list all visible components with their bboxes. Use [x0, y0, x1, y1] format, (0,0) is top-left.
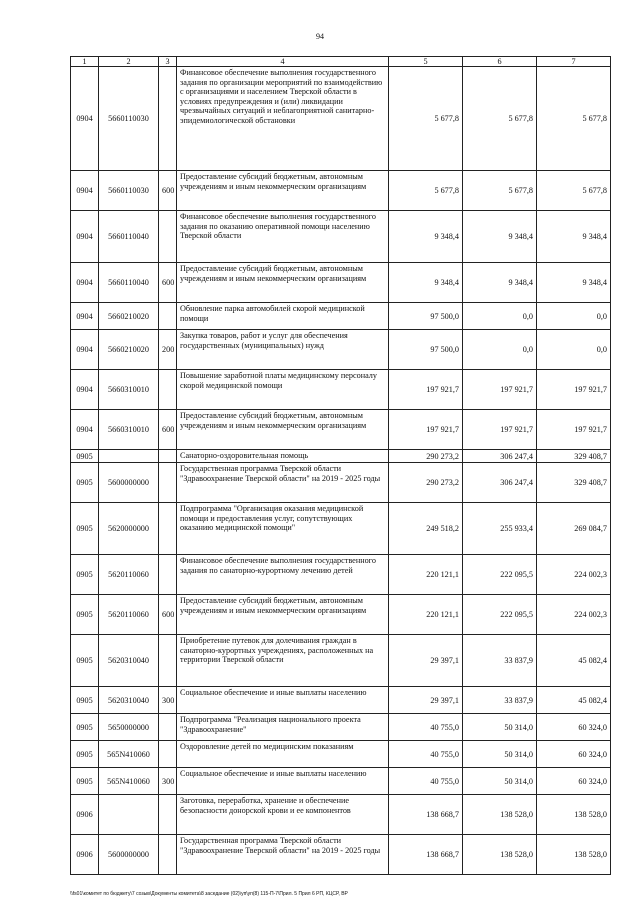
- description-cell: Закупка товаров, работ и услуг для обеспечения государственных (муниципальных) нужд: [177, 330, 389, 370]
- section-code-cell: 0905: [71, 687, 99, 714]
- amount-col7-cell: 138 528,0: [537, 795, 611, 835]
- section-code-cell: 0905: [71, 555, 99, 595]
- amount-col6-cell: 50 314,0: [463, 714, 537, 741]
- target-article-cell: 5620000000: [99, 503, 159, 555]
- amount-col6-cell: 5 677,8: [463, 171, 537, 211]
- section-code-cell: 0905: [71, 768, 99, 795]
- description-cell: Предоставление субсидий бюджетным, автономным учреждениям и иным некоммерческим организациям: [177, 595, 389, 635]
- amount-col7-cell: 9 348,4: [537, 263, 611, 303]
- section-code-cell: 0904: [71, 410, 99, 450]
- section-code-cell: 0905: [71, 635, 99, 687]
- expense-type-cell: [159, 370, 177, 410]
- expense-type-cell: 600: [159, 171, 177, 211]
- table-row: [71, 714, 611, 741]
- amount-col5-cell: 290 273,2: [389, 450, 463, 463]
- target-article-cell: 5660110040: [99, 211, 159, 263]
- table-row: [71, 835, 611, 875]
- amount-col5-cell: 9 348,4: [389, 211, 463, 263]
- table-row: [71, 635, 611, 687]
- amount-col7-cell: 138 528,0: [537, 835, 611, 875]
- amount-col5-cell: 5 677,8: [389, 171, 463, 211]
- section-code-cell: 0905: [71, 463, 99, 503]
- expense-type-cell: [159, 303, 177, 330]
- target-article-cell: 565N410060: [99, 768, 159, 795]
- amount-col7-cell: 60 324,0: [537, 741, 611, 768]
- target-article-cell: 5660110030: [99, 67, 159, 171]
- amount-col6-cell: 0,0: [463, 303, 537, 330]
- section-code-cell: 0905: [71, 503, 99, 555]
- amount-col7-cell: 5 677,8: [537, 67, 611, 171]
- table-row: [71, 555, 611, 595]
- target-article-cell: 5620310040: [99, 635, 159, 687]
- expense-type-cell: [159, 835, 177, 875]
- amount-col5-cell: 249 518,2: [389, 503, 463, 555]
- section-code-cell: 0905: [71, 741, 99, 768]
- target-article-cell: 5660310010: [99, 370, 159, 410]
- amount-col6-cell: 197 921,7: [463, 410, 537, 450]
- expense-type-cell: 200: [159, 330, 177, 370]
- description-cell: Предоставление субсидий бюджетным, автономным учреждениям и иным некоммерческим организациям: [177, 263, 389, 303]
- amount-col5-cell: 40 755,0: [389, 768, 463, 795]
- expense-type-cell: [159, 741, 177, 768]
- section-code-cell: 0904: [71, 67, 99, 171]
- target-article-cell: 5660310010: [99, 410, 159, 450]
- section-code-cell: 0904: [71, 330, 99, 370]
- amount-col6-cell: 50 314,0: [463, 768, 537, 795]
- section-code-cell: 0906: [71, 795, 99, 835]
- table-row: [71, 211, 611, 263]
- amount-col5-cell: 29 397,1: [389, 635, 463, 687]
- description-cell: Санаторно-оздоровительная помощь: [177, 450, 389, 463]
- amount-col6-cell: 138 528,0: [463, 835, 537, 875]
- target-article-cell: 5660110040: [99, 263, 159, 303]
- amount-col5-cell: 40 755,0: [389, 714, 463, 741]
- target-article-cell: [99, 795, 159, 835]
- expense-type-cell: [159, 211, 177, 263]
- target-article-cell: 5660210020: [99, 330, 159, 370]
- description-cell: Подпрограмма "Реализация национального проекта "Здравоохранение": [177, 714, 389, 741]
- description-cell: Финансовое обеспечение выполнения государственного задания по санаторно-курортному лечению детей: [177, 555, 389, 595]
- header-cell-3: 3: [159, 57, 177, 67]
- amount-col5-cell: 29 397,1: [389, 687, 463, 714]
- section-code-cell: 0905: [71, 595, 99, 635]
- header-cell-4: 4: [177, 57, 389, 67]
- amount-col5-cell: 220 121,1: [389, 595, 463, 635]
- header-cell-6: 6: [463, 57, 537, 67]
- amount-col7-cell: 0,0: [537, 330, 611, 370]
- amount-col6-cell: 9 348,4: [463, 211, 537, 263]
- amount-col7-cell: 45 082,4: [537, 687, 611, 714]
- target-article-cell: 5660210020: [99, 303, 159, 330]
- header-cell-2: 2: [99, 57, 159, 67]
- amount-col7-cell: 224 002,3: [537, 555, 611, 595]
- amount-col6-cell: 306 247,4: [463, 450, 537, 463]
- amount-col5-cell: 138 668,7: [389, 795, 463, 835]
- description-cell: Государственная программа Тверской области "Здравоохранение Тверской области" на 2019 - 2025 годы: [177, 835, 389, 875]
- target-article-cell: 565N410060: [99, 741, 159, 768]
- footer-file-path: \\fs01\комитет по бюджету\7 созыв\Документы комитета\8 заседание (02)\уп\уп(8) 115-П-7\Прил. 5 Прил 6 РП, КЦСР, ВР: [70, 891, 348, 897]
- table-row: [71, 450, 611, 463]
- amount-col6-cell: 222 095,5: [463, 555, 537, 595]
- budget-table: [70, 56, 611, 875]
- amount-col7-cell: 60 324,0: [537, 768, 611, 795]
- target-article-cell: 5600000000: [99, 463, 159, 503]
- header-cell-7: 7: [537, 57, 611, 67]
- amount-col5-cell: 290 273,2: [389, 463, 463, 503]
- amount-col7-cell: 224 002,3: [537, 595, 611, 635]
- expense-type-cell: [159, 67, 177, 171]
- expense-type-cell: [159, 795, 177, 835]
- amount-col6-cell: 197 921,7: [463, 370, 537, 410]
- page-number: 94: [316, 32, 324, 41]
- description-cell: Финансовое обеспечение выполнения государственного задания по оказанию оперативной помощи населению Тверской области: [177, 211, 389, 263]
- section-code-cell: 0904: [71, 211, 99, 263]
- expense-type-cell: [159, 714, 177, 741]
- expense-type-cell: [159, 635, 177, 687]
- table-row: [71, 410, 611, 450]
- section-code-cell: 0905: [71, 450, 99, 463]
- description-cell: Оздоровление детей по медицинским показаниям: [177, 741, 389, 768]
- amount-col5-cell: 97 500,0: [389, 303, 463, 330]
- section-code-cell: 0904: [71, 263, 99, 303]
- amount-col7-cell: 5 677,8: [537, 171, 611, 211]
- amount-col5-cell: 5 677,8: [389, 67, 463, 171]
- table-row: [71, 303, 611, 330]
- table-row: [71, 330, 611, 370]
- expense-type-cell: [159, 463, 177, 503]
- amount-col6-cell: 138 528,0: [463, 795, 537, 835]
- description-cell: Социальное обеспечение и иные выплаты населению: [177, 687, 389, 714]
- table-row: [71, 171, 611, 211]
- expense-type-cell: [159, 555, 177, 595]
- amount-col7-cell: 269 084,7: [537, 503, 611, 555]
- table-header-row: [71, 57, 611, 67]
- table-row: [71, 503, 611, 555]
- target-article-cell: 5660110030: [99, 171, 159, 211]
- description-cell: Предоставление субсидий бюджетным, автономным учреждениям и иным некоммерческим организациям: [177, 410, 389, 450]
- amount-col6-cell: 0,0: [463, 330, 537, 370]
- amount-col7-cell: 197 921,7: [537, 370, 611, 410]
- expense-type-cell: 300: [159, 768, 177, 795]
- table-row: [71, 263, 611, 303]
- amount-col6-cell: 50 314,0: [463, 741, 537, 768]
- table-row: [71, 687, 611, 714]
- description-cell: Государственная программа Тверской области "Здравоохранение Тверской области" на 2019 - 2025 годы: [177, 463, 389, 503]
- amount-col5-cell: 197 921,7: [389, 370, 463, 410]
- amount-col7-cell: 329 408,7: [537, 450, 611, 463]
- amount-col5-cell: 40 755,0: [389, 741, 463, 768]
- table-body: [71, 67, 611, 875]
- table-row: [71, 595, 611, 635]
- table-row: [71, 768, 611, 795]
- amount-col5-cell: 9 348,4: [389, 263, 463, 303]
- amount-col7-cell: 60 324,0: [537, 714, 611, 741]
- amount-col6-cell: 33 837,9: [463, 635, 537, 687]
- table-row: [71, 463, 611, 503]
- description-cell: Заготовка, переработка, хранение и обеспечение безопасности донорской крови и ее компонентов: [177, 795, 389, 835]
- target-article-cell: 5620110060: [99, 555, 159, 595]
- table-row: [71, 370, 611, 410]
- expense-type-cell: 600: [159, 595, 177, 635]
- amount-col6-cell: 9 348,4: [463, 263, 537, 303]
- amount-col5-cell: 97 500,0: [389, 330, 463, 370]
- amount-col7-cell: 329 408,7: [537, 463, 611, 503]
- target-article-cell: 5620110060: [99, 595, 159, 635]
- table-row: [71, 795, 611, 835]
- amount-col7-cell: 0,0: [537, 303, 611, 330]
- expense-type-cell: 600: [159, 263, 177, 303]
- expense-type-cell: [159, 450, 177, 463]
- amount-col6-cell: 222 095,5: [463, 595, 537, 635]
- expense-type-cell: 600: [159, 410, 177, 450]
- description-cell: Предоставление субсидий бюджетным, автономным учреждениям и иным некоммерческим организациям: [177, 171, 389, 211]
- section-code-cell: 0904: [71, 370, 99, 410]
- amount-col7-cell: 197 921,7: [537, 410, 611, 450]
- amount-col6-cell: 5 677,8: [463, 67, 537, 171]
- amount-col6-cell: 306 247,4: [463, 463, 537, 503]
- expense-type-cell: 300: [159, 687, 177, 714]
- amount-col7-cell: 9 348,4: [537, 211, 611, 263]
- section-code-cell: 0906: [71, 835, 99, 875]
- section-code-cell: 0905: [71, 714, 99, 741]
- amount-col5-cell: 138 668,7: [389, 835, 463, 875]
- target-article-cell: 5650000000: [99, 714, 159, 741]
- target-article-cell: 5620310040: [99, 687, 159, 714]
- expense-type-cell: [159, 503, 177, 555]
- amount-col5-cell: 197 921,7: [389, 410, 463, 450]
- amount-col5-cell: 220 121,1: [389, 555, 463, 595]
- amount-col6-cell: 33 837,9: [463, 687, 537, 714]
- amount-col6-cell: 255 933,4: [463, 503, 537, 555]
- description-cell: Подпрограмма "Организация оказания медицинской помощи и предоставления услуг, сопутствующих оказанию медицинской помощи": [177, 503, 389, 555]
- section-code-cell: 0904: [71, 303, 99, 330]
- amount-col7-cell: 45 082,4: [537, 635, 611, 687]
- table-row: [71, 67, 611, 171]
- description-cell: Приобретение путевок для долечивания граждан в санаторно-курортных учреждениях, расположенных на территории Тверской области: [177, 635, 389, 687]
- table-row: [71, 741, 611, 768]
- description-cell: Социальное обеспечение и иные выплаты населению: [177, 768, 389, 795]
- description-cell: Повышение заработной платы медицинскому персоналу скорой медицинской помощи: [177, 370, 389, 410]
- target-article-cell: [99, 450, 159, 463]
- description-cell: Финансовое обеспечение выполнения государственного задания по организации мероприятий по взаимодействию с организациями и населением Тверской области в условиях предупреждения и (или) ликвидации чрезвычайных ситуаций и неблагоприятной санитарно-эпидемиологической обстановки: [177, 67, 389, 171]
- section-code-cell: 0904: [71, 171, 99, 211]
- description-cell: Обновление парка автомобилей скорой медицинской помощи: [177, 303, 389, 330]
- header-cell-5: 5: [389, 57, 463, 67]
- header-cell-1: 1: [71, 57, 99, 67]
- target-article-cell: 5600000000: [99, 835, 159, 875]
